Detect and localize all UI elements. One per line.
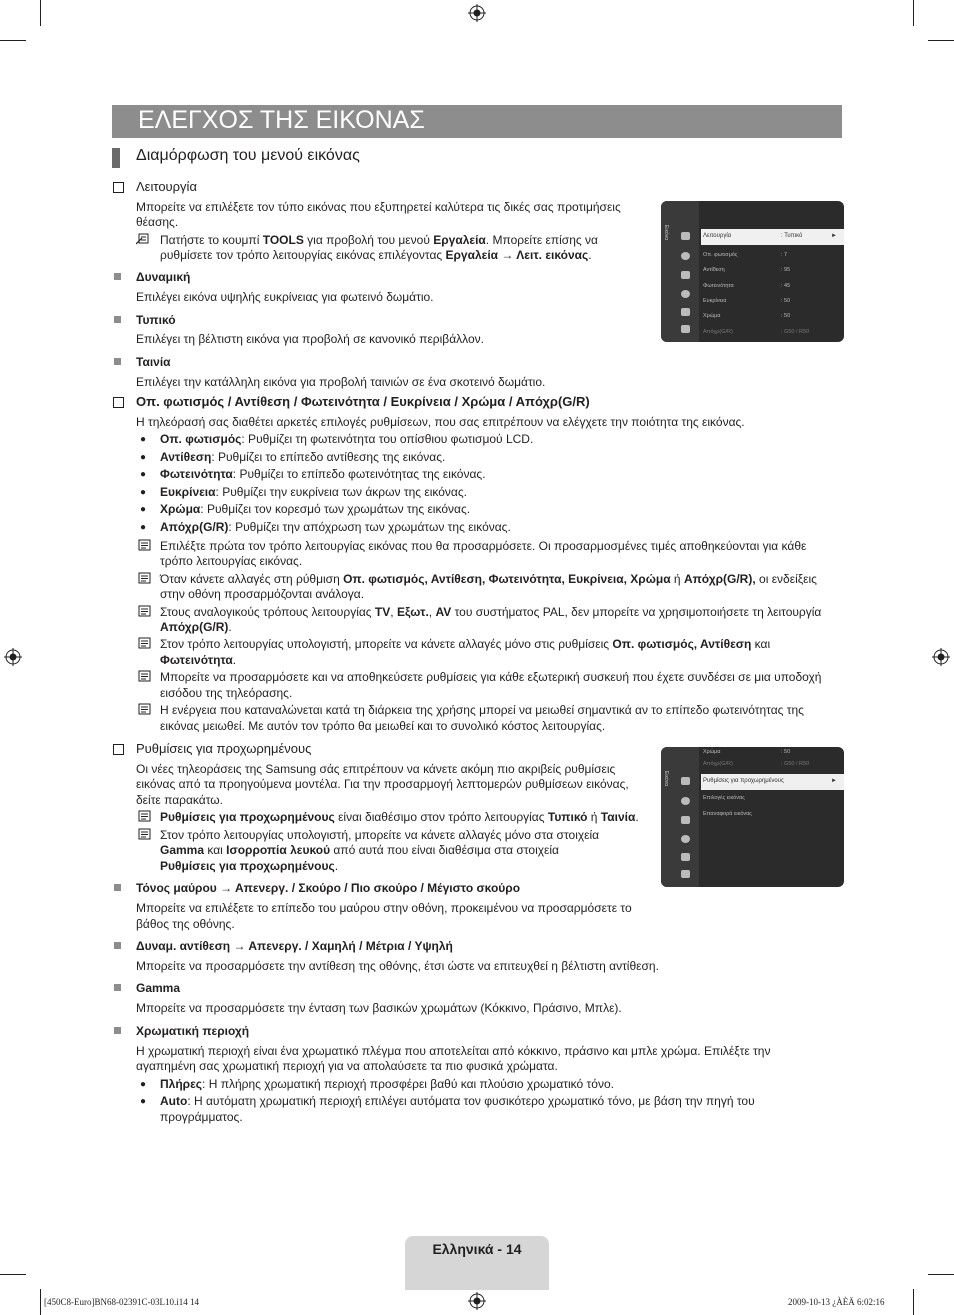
- setup-icon: [681, 835, 690, 843]
- crop-mark: [928, 1274, 954, 1275]
- bullet-icon: ●: [140, 504, 147, 515]
- item-title: Δυναμική: [136, 270, 191, 284]
- item-title: Δυναμ. αντίθεση → Απενεργ. / Χαμηλή / Μέτρια / Υψηλή: [136, 939, 453, 953]
- note-text: Στον τρόπο λειτουργίας υπολογιστή, μπορείτε να κάνετε αλλαγές μόνο στις ρυθμίσεις Οπ. φωτισμός, Αντίθεση και: [160, 637, 771, 651]
- setup-icon: [681, 290, 690, 298]
- page-subtitle: Διαμόρφωση του μενού εικόνας: [136, 147, 360, 164]
- note-text: Απόχρ(G/R).: [160, 620, 232, 634]
- bullet-square-icon: [114, 358, 121, 365]
- item-desc: Μπορείτε να προσαρμόσετε την αντίθεση της οθόνης, έτσι ώστε να επιτευχθεί η βέλτιστη αντίθεση.: [136, 959, 659, 973]
- note-icon: [138, 605, 151, 617]
- note-text: Στους αναλογικούς τρόπους λειτουργίας TV, Εξωτ., AV του συστήματος PAL, δεν μπορείτε να χρησιμοποιήσετε τη λειτουργία: [160, 605, 822, 619]
- tools-line: ρυθμίσετε τον τρόπο λειτουργίας εικόνας επιλέγοντας Εργαλεία → Λειτ. εικόνας.: [160, 248, 592, 262]
- item-desc: Μπορείτε να επιλέξετε το επίπεδο του μαύρου στην οθόνη, προκειμένου να προσαρμόσετε το: [136, 901, 632, 915]
- osd-row: Φωτεινότητα : 45: [703, 283, 791, 289]
- osd-side-label: Εικόνα: [663, 225, 669, 241]
- note-text: Gamma και Ισορροπία λευκού από αυτά που είναι διαθέσιμα στα στοιχεία: [160, 843, 559, 857]
- intro-line: δείτε παρακάτω.: [136, 793, 223, 807]
- support-icon: [681, 325, 690, 333]
- registration-mark-icon: [4, 648, 22, 666]
- item-title: Gamma: [136, 981, 181, 995]
- sound-icon: [681, 252, 690, 260]
- list-item: Auto: Η αυτόματη χρωματική περιοχή επιλέγει αυτόματα τον φυσικότερο χρωματικό τόνο, με βάση την πηγή του: [160, 1094, 755, 1108]
- sound-icon: [681, 797, 690, 805]
- section-heading: Λειτουργία: [136, 179, 197, 194]
- note-icon: [138, 670, 151, 682]
- intro-line: Οι νέες τηλεοράσεις της Samsung σάς επιτρέπουν να κάνετε ακόμη πιο ακριβείς ρυθμίσεις: [136, 762, 616, 776]
- bullet-icon: ●: [140, 1096, 147, 1107]
- note-text: Ρυθμίσεις για προχωρημένους.: [160, 859, 339, 873]
- item-title: Χρωματική περιοχή: [136, 1024, 250, 1038]
- bullet-icon: ●: [140, 1079, 147, 1090]
- list-item-cont: προγράμματος.: [160, 1110, 243, 1124]
- osd-row: Οπ. φωτισμός : 7: [703, 252, 788, 258]
- item-desc: Μπορείτε να προσαρμόσετε την ένταση των βασικών χρωμάτων (Κόκκινο, Πράσινο, Μπλε).: [136, 1001, 622, 1015]
- bullet-icon: ●: [140, 522, 147, 533]
- tools-icon: [136, 233, 149, 245]
- intro-line: Μπορείτε να επιλέξετε τον τύπο εικόνας που εξυπηρετεί καλύτερα τις δικές σας προτιμήσεις: [136, 200, 621, 214]
- note-text: Ρυθμίσεις για προχωρημένους είναι διαθέσιμο στον τρόπο λειτουργίας Τυπικό ή Ταινία.: [160, 810, 639, 824]
- note-text: Φωτεινότητα.: [160, 653, 237, 667]
- note-icon: [138, 828, 151, 840]
- note-text: εισόδου της τηλεόρασης.: [160, 686, 293, 700]
- list-item: Πλήρες: Η πλήρης χρωματική περιοχή προσφέρει βαθύ και πλούσιο χρωματικό τόνο.: [160, 1077, 614, 1091]
- item-title: Τυπικό: [136, 313, 176, 327]
- note-text: Η ενέργεια που καταναλώνεται κατά τη διάρκεια της χρήσης μπορεί να μειωθεί σημαντικά αν το επίπεδο φωτεινότητας της: [160, 703, 804, 717]
- page-title: ΕΛΕΓΧΟΣ ΤΗΣ ΕΙΚΟΝΑΣ: [138, 106, 425, 134]
- osd-side-label: Εικόνα: [663, 771, 669, 787]
- channel-icon: [681, 271, 690, 279]
- item-desc: Επιλέγει την κατάλληλη εικόνα για προβολή ταινιών σε ένα σκοτεινό δωμάτιο.: [136, 375, 546, 389]
- osd-row: Επιλογές εικόνας: [703, 795, 745, 801]
- note-text: εικόνας μειωθεί. Με αυτόν τον τρόπο θα μειωθεί και το συνολικό κόστος λειτουργίας.: [160, 719, 606, 733]
- checkbox-icon: [113, 182, 124, 193]
- registration-mark-icon: [468, 4, 486, 22]
- crop-mark: [0, 1274, 26, 1275]
- note-text: τρόπο λειτουργίας εικόνας.: [160, 554, 303, 568]
- note-icon: [138, 572, 151, 584]
- bullet-icon: ●: [140, 452, 147, 463]
- osd-row: Αντίθεση : 95: [703, 267, 791, 273]
- bullet-square-icon: [114, 942, 121, 949]
- item-title: Ταινία: [136, 355, 171, 369]
- note-icon: [138, 810, 151, 822]
- tv-menu-screenshot: [661, 747, 844, 887]
- bullet-icon: ●: [140, 487, 147, 498]
- item-desc: Επιλέγει εικόνα υψηλής ευκρίνειας για φωτεινό δωμάτιο.: [136, 290, 434, 304]
- item-title: Τόνος μαύρου → Απενεργ. / Σκούρο / Πιο σκούρο / Μέγιστο σκούρο: [136, 881, 521, 895]
- osd-row: Χρώμα : 50: [703, 313, 791, 319]
- bullet-icon: ●: [140, 469, 147, 480]
- note-text: Όταν κάνετε αλλαγές στη ρύθμιση Οπ. φωτισμός, Αντίθεση, Φωτεινότητα, Ευκρίνεια, Χρώμα ή Απόχρ(G/R), οι ενδείξεις: [160, 572, 817, 586]
- registration-mark-icon: [468, 1292, 486, 1310]
- bullet-square-icon: [114, 273, 121, 280]
- print-info-right: 2009-10-13 ¿ÀÈÄ 6:02:16: [788, 1297, 885, 1307]
- tv-menu-screenshot: [661, 201, 844, 342]
- osd-sidebar: [661, 747, 699, 887]
- crop-mark: [928, 40, 954, 41]
- section-heading: Οπ. φωτισμός / Αντίθεση / Φωτεινότητα / Ευκρίνεια / Χρώμα / Απόχρ(G/R): [136, 394, 590, 409]
- bullet-square-icon: [114, 316, 121, 323]
- page-number-tab: [405, 1236, 549, 1290]
- list-item: Αντίθεση: Ρυθμίζει το επίπεδο αντίθεσης της εικόνας.: [160, 450, 446, 464]
- crop-mark: [40, 0, 41, 26]
- bullet-square-icon: [114, 1027, 121, 1034]
- osd-row: Χρώμα : 50: [703, 749, 791, 755]
- list-item: Φωτεινότητα: Ρυθμίζει το επίπεδο φωτεινότητας της εικόνας.: [160, 467, 486, 481]
- osd-row: Απόχρ(G/R) : G50 / R50: [703, 761, 810, 767]
- note-text: Μπορείτε να προσαρμόσετε και να αποθηκεύσετε ρυθμίσεις για κάθε εξωτερική συσκευή που έχετε συνδέσει σε μια υποδοχή: [160, 670, 822, 684]
- intro-line: εικόνας από τα προηγούμενα μοντέλα. Για την προσαρμογή λεπτομερών ρυθμίσεων εικόνας,: [136, 777, 629, 791]
- input-icon: [681, 853, 690, 861]
- list-item: Ευκρίνεια: Ρυθμίζει την ευκρίνεια των άκρων της εικόνας.: [160, 485, 467, 499]
- note-icon: [138, 637, 151, 649]
- section-intro: Η τηλεόρασή σας διαθέτει αρκετές επιλογές ρυθμίσεων, που σας επιτρέπουν να ελέγχετε την ποιότητα της εικόνας.: [136, 415, 745, 429]
- bullet-square-icon: [114, 884, 121, 891]
- crop-mark: [40, 1289, 41, 1315]
- osd-sidebar: [661, 201, 699, 342]
- picture-icon: [681, 777, 690, 785]
- item-desc: Η χρωματική περιοχή είναι ένα χρωματικό πλέγμα που αποτελείται από κόκκινο, πράσινο και μπλε χρώμα. Επιλέξτε την: [136, 1044, 771, 1058]
- item-desc: αγαπημένη σας χρωματική περιοχή για να απολαύσετε τα πιο φυσικά χρώματα.: [136, 1059, 558, 1073]
- osd-row: Επαναφορά εικόνας: [703, 811, 752, 817]
- registration-mark-icon: [932, 648, 950, 666]
- checkbox-icon: [113, 397, 124, 408]
- list-item: Απόχρ(G/R): Ρυθμίζει την απόχρωση των χρωμάτων της εικόνας.: [160, 520, 511, 534]
- note-text: στην οθόνη προσαρμόζονται ανάλογα.: [160, 587, 365, 601]
- title-bar: [112, 105, 842, 138]
- section-heading: Ρυθμίσεις για προχωρημένους: [136, 741, 312, 756]
- print-info-left: [450C8-Euro]BN68-02391C-03L10.i14 14: [44, 1297, 199, 1307]
- tools-line: Πατήστε το κουμπί TOOLS για προβολή του μενού Εργαλεία. Μπορείτε επίσης να: [160, 233, 598, 247]
- bullet-square-icon: [114, 984, 121, 991]
- channel-icon: [681, 816, 690, 824]
- note-text: Στον τρόπο λειτουργίας υπολογιστή, μπορείτε να κάνετε αλλαγές μόνο στα στοιχεία: [160, 828, 600, 842]
- note-icon: [138, 539, 151, 551]
- item-desc: βάθος της οθόνης.: [136, 917, 235, 931]
- osd-highlight-row: Λειτουργία : Τυπικό ►: [701, 229, 844, 245]
- bullet-icon: ●: [140, 434, 147, 445]
- subtitle-marker: [112, 148, 120, 168]
- intro-line: θέασης.: [136, 215, 179, 229]
- list-item: Οπ. φωτισμός: Ρυθμίζει τη φωτεινότητα του οπίσθιου φωτισμού LCD.: [160, 432, 534, 446]
- checkbox-icon: [113, 744, 124, 755]
- crop-mark: [913, 1289, 914, 1315]
- crop-mark: [913, 0, 914, 26]
- picture-icon: [681, 232, 690, 240]
- page-number: Ελληνικά - 14: [432, 1241, 522, 1257]
- input-icon: [681, 308, 690, 316]
- list-item: Χρώμα: Ρυθμίζει τον κορεσμό των χρωμάτων της εικόνας.: [160, 502, 471, 516]
- osd-row: Απόχρ(G/R) : G50 / R50: [703, 329, 810, 335]
- osd-highlight-row: Ρυθμίσεις για προχωρημένους ►: [701, 774, 844, 790]
- note-icon: [138, 703, 151, 715]
- note-text: Επιλέξτε πρώτα τον τρόπο λειτουργίας εικόνας που θα προσαρμόσετε. Οι προσαρμοσμένες τιμές αποθηκεύονται για κάθε: [160, 539, 807, 553]
- osd-row: Ευκρίνεια : 50: [703, 298, 791, 304]
- support-icon: [681, 870, 690, 878]
- item-desc: Επιλέγει τη βέλτιστη εικόνα για προβολή σε κανονικό περιβάλλον.: [136, 332, 484, 346]
- crop-mark: [0, 40, 26, 41]
